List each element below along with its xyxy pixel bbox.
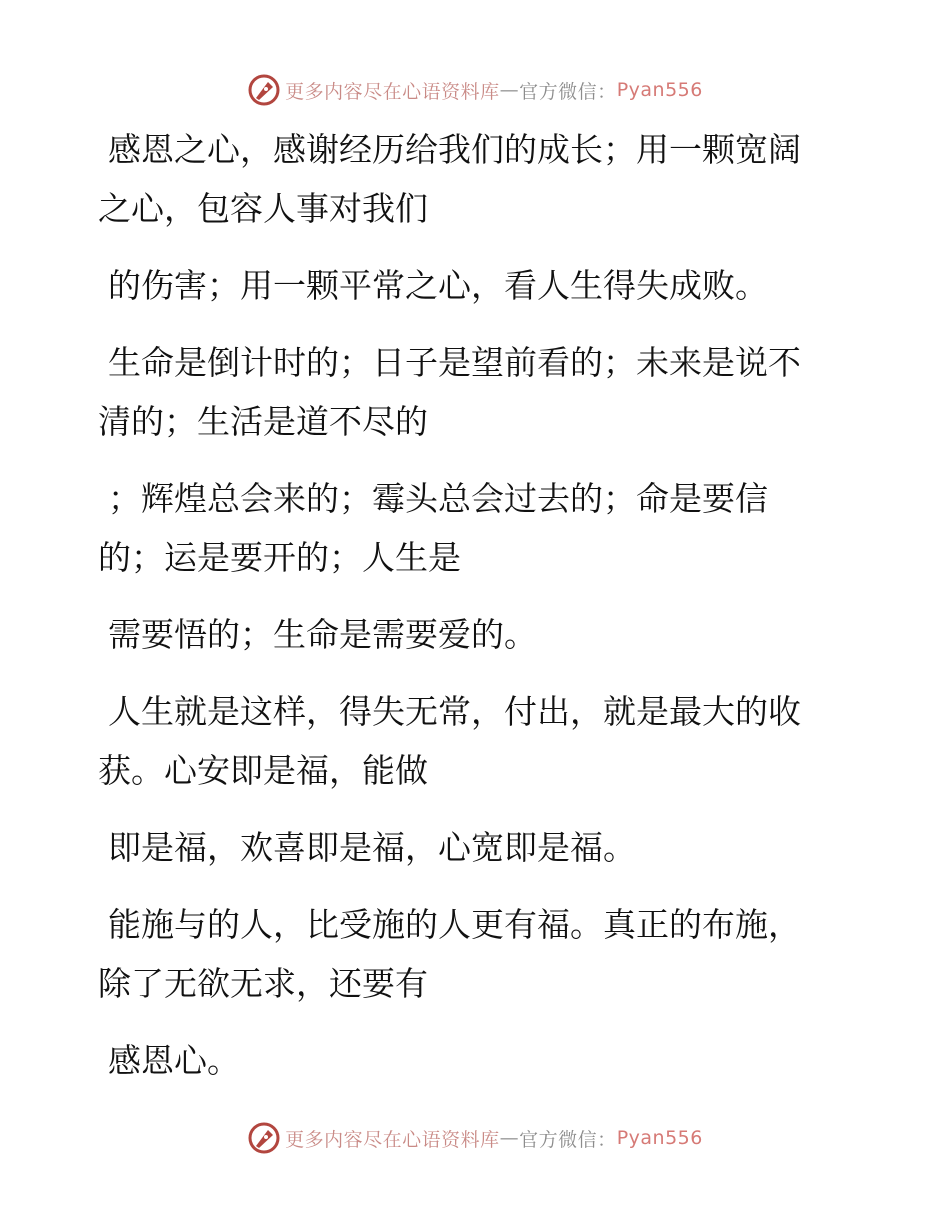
- footer-banner: [0, 1118, 950, 1158]
- paragraph-6: [98, 682, 838, 800]
- document-body: [98, 120, 838, 1108]
- paragraph-4: [98, 469, 838, 587]
- banner-official-label: 官方微信：: [519, 80, 617, 103]
- banner-text: 更多内容尽在心语资料库: [285, 1128, 500, 1151]
- paragraph-3: [98, 333, 838, 451]
- banner-dash: —: [499, 1127, 520, 1149]
- paragraph-5: [98, 605, 838, 664]
- text-line: 获。心安即是福，能做: [98, 751, 428, 790]
- text-line: 即是福，欢喜即是福，心宽即是福。: [108, 828, 636, 867]
- pen-nib-logo-icon: [247, 1121, 281, 1155]
- paragraph-1: [98, 120, 838, 238]
- paragraph-9: [98, 1031, 838, 1090]
- text-line: 感恩心。: [108, 1041, 240, 1080]
- text-line: 能施与的人，比受施的人更有福。真正的布施，: [108, 905, 801, 944]
- text-line: 除了无欲无求，还要有: [98, 964, 428, 1003]
- text-line: 清的；生活是道不尽的: [98, 402, 428, 441]
- text-line: 需要悟的；生命是需要爱的。: [108, 615, 537, 654]
- text-line: 的伤害；用一颗平常之心，看人生得失成败。: [108, 266, 768, 305]
- banner-wechat-id: Pyan556: [616, 1127, 703, 1149]
- text-line: 感恩之心，感谢经历给我们的成长；用一颗宽阔: [108, 130, 801, 169]
- pen-nib-logo-icon: [247, 73, 281, 107]
- header-banner: [0, 70, 950, 110]
- text-line: ；辉煌总会来的；霉头总会过去的；命是要信: [108, 479, 768, 518]
- text-line: 人生就是这样，得失无常，付出，就是最大的收: [108, 692, 801, 731]
- paragraph-7: [98, 818, 838, 877]
- text-line: 的；运是要开的；人生是: [98, 538, 461, 577]
- banner-wechat-id: Pyan556: [616, 79, 703, 101]
- banner-text: 更多内容尽在心语资料库: [285, 80, 500, 103]
- text-line: 之心，包容人事对我们: [98, 189, 428, 228]
- paragraph-8: [98, 895, 838, 1013]
- banner-dash: —: [499, 79, 520, 101]
- text-line: 生命是倒计时的；日子是望前看的；未来是说不: [108, 343, 801, 382]
- paragraph-2: [98, 256, 838, 315]
- banner-official-label: 官方微信：: [519, 1128, 617, 1151]
